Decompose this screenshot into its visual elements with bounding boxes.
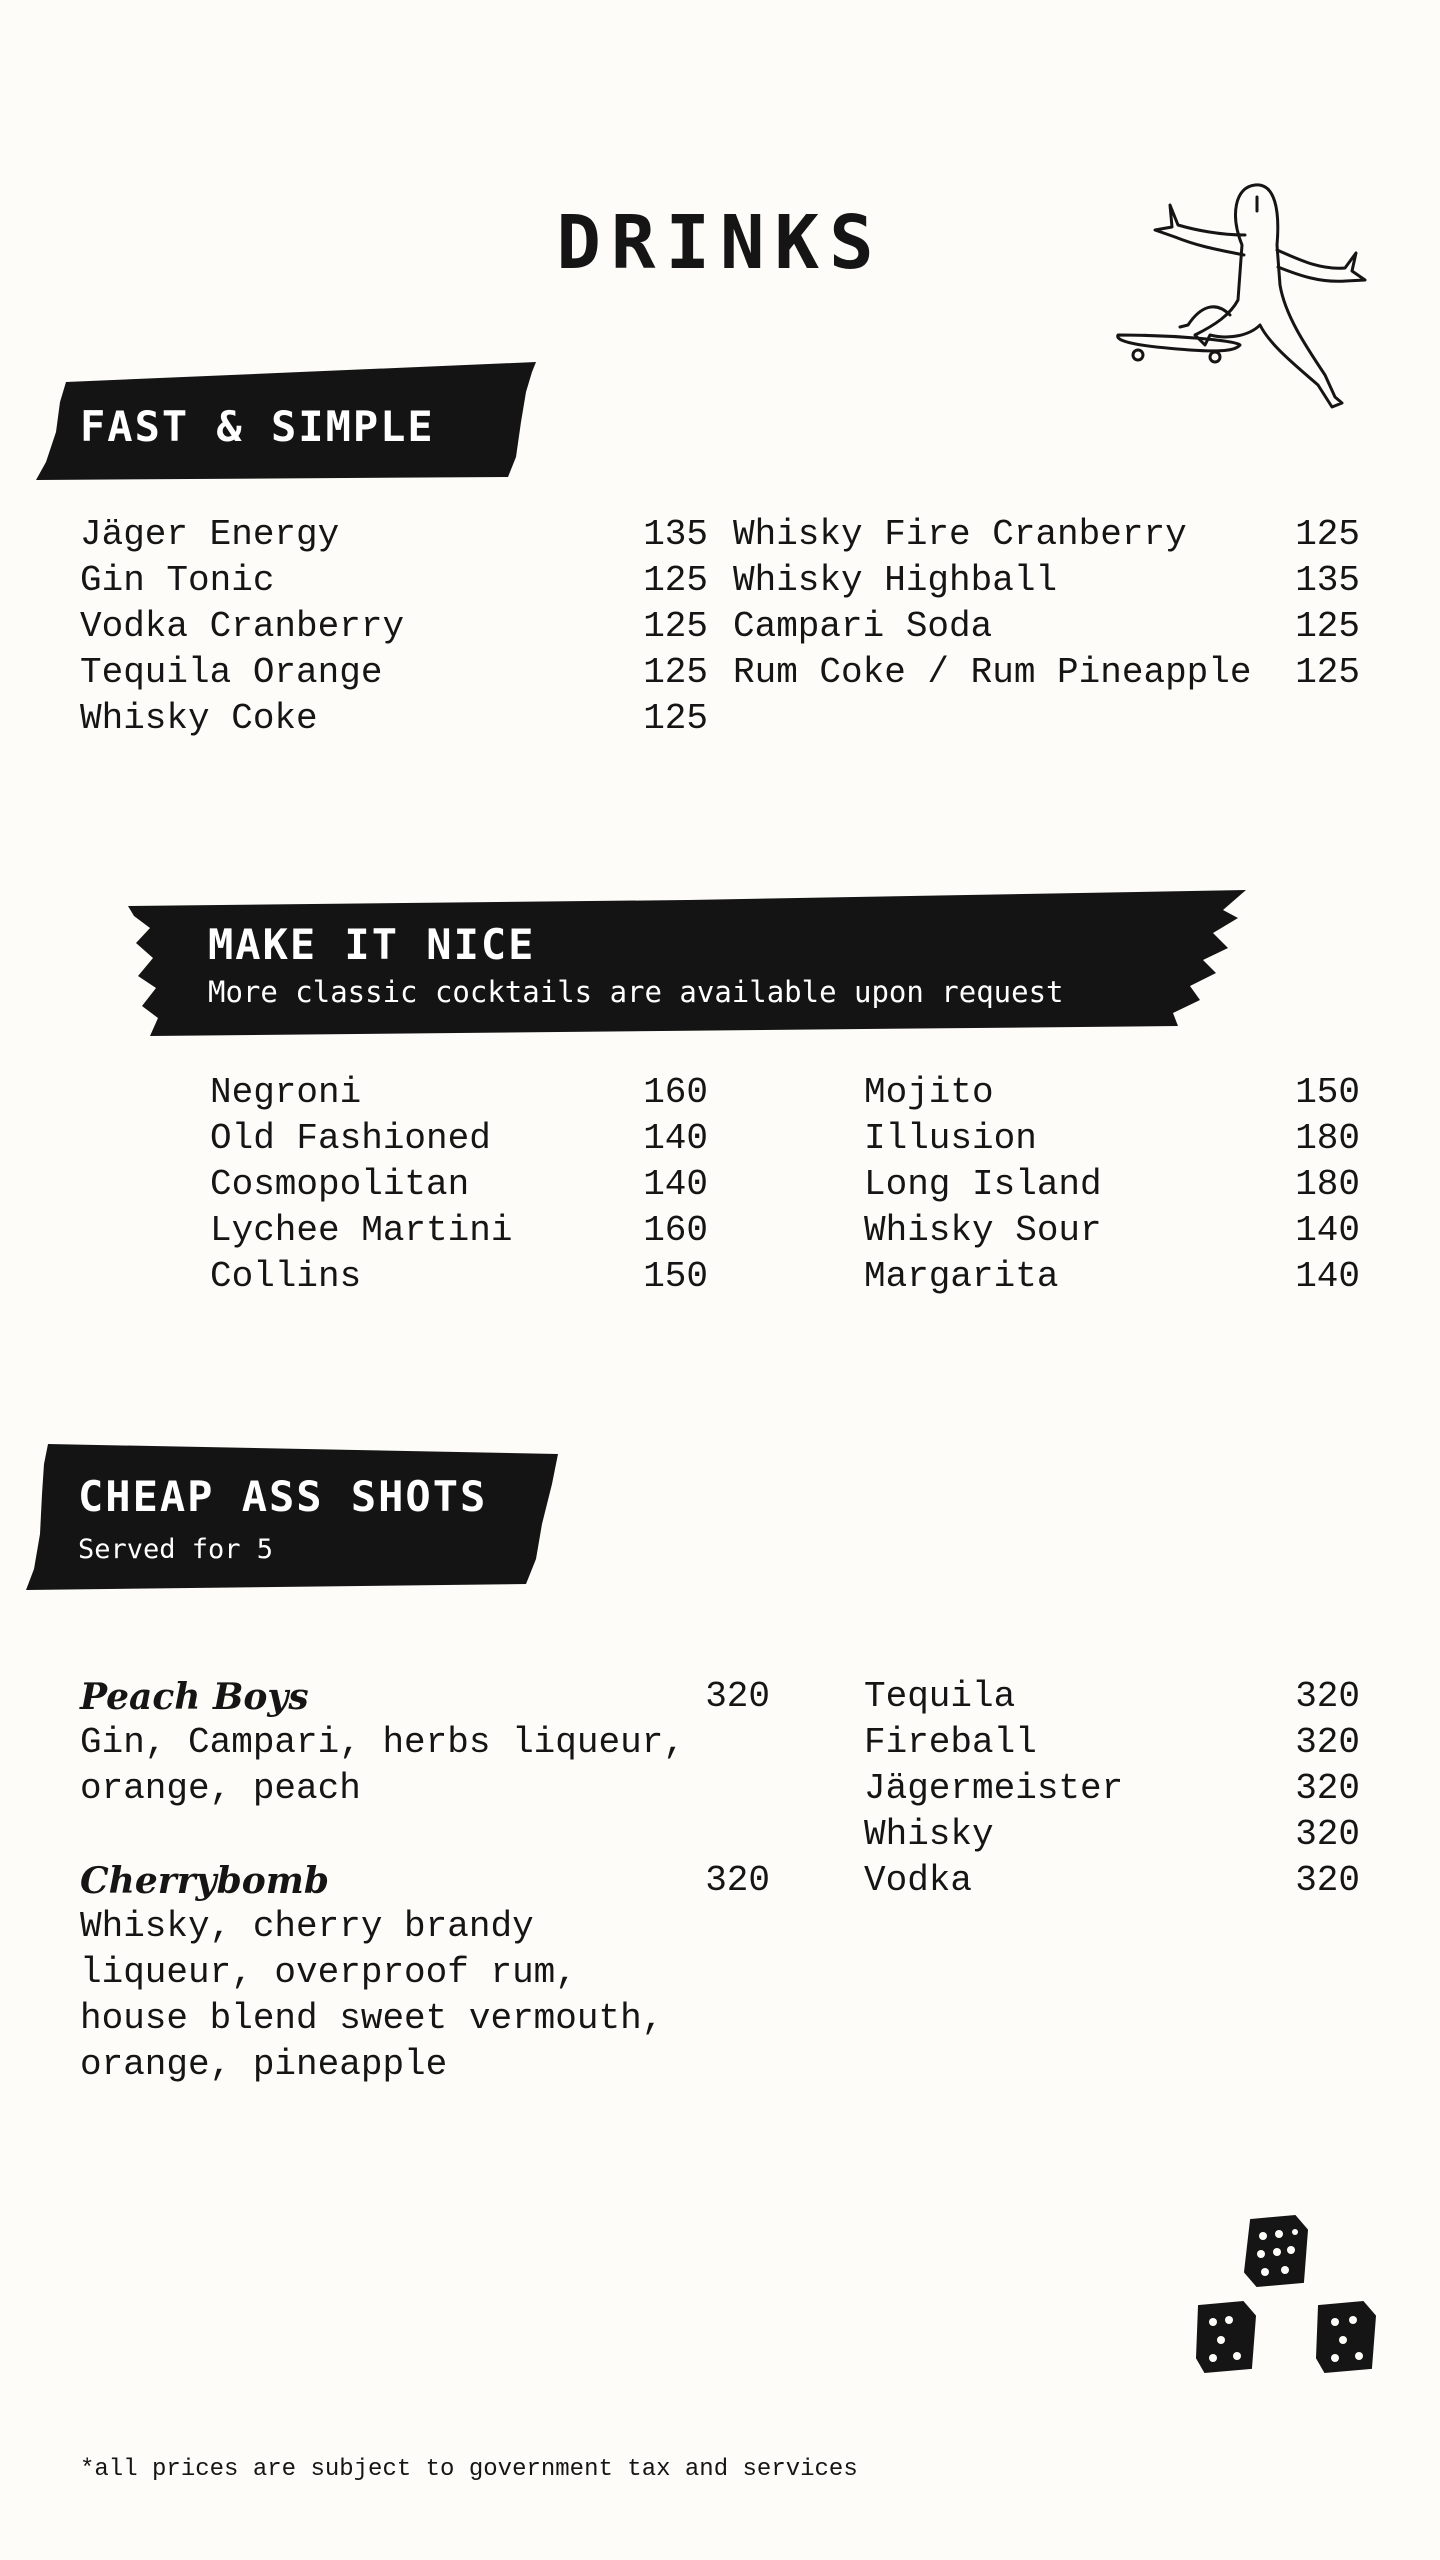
menu-item (210, 1116, 708, 1162)
item-price: 160 (643, 1210, 708, 1251)
item-price: 135 (1295, 560, 1360, 601)
special-shot-item (80, 1674, 770, 1812)
item-name: Whisky Highball (733, 560, 1058, 601)
item-name: Mojito (864, 1072, 994, 1113)
item-description: Gin, Campari, herbs liqueur, orange, peach (80, 1722, 685, 1809)
item-price: 140 (643, 1118, 708, 1159)
menu-item (864, 1116, 1360, 1162)
item-price: 180 (1295, 1164, 1360, 1205)
cheap-shots-right-column (864, 1674, 1360, 1904)
item-name: Whisky Coke (80, 698, 318, 739)
section-banner-make-it-nice (128, 888, 1248, 1036)
menu-item (80, 512, 708, 558)
section-banner-cheap-shots (26, 1444, 558, 1590)
menu-item (80, 696, 708, 742)
item-price: 140 (643, 1164, 708, 1205)
item-price: 125 (643, 698, 708, 739)
menu-item (210, 1254, 708, 1300)
menu-item (210, 1070, 708, 1116)
menu-item (864, 1208, 1360, 1254)
item-price: 125 (643, 560, 708, 601)
item-price: 135 (643, 514, 708, 555)
item-name: Peach Boys (80, 1676, 309, 1718)
item-price: 150 (1295, 1072, 1360, 1113)
menu-item (733, 650, 1360, 696)
item-name: Collins (210, 1256, 362, 1297)
item-price: 125 (1295, 606, 1360, 647)
item-name: Gin Tonic (80, 560, 275, 601)
item-description: Whisky, cherry brandy liqueur, overproof rum, house blend sweet vermouth, orange, pineapple (80, 1906, 664, 2085)
item-price: 125 (1295, 514, 1360, 555)
item-price: 320 (1295, 1768, 1360, 1809)
menu-item (864, 1162, 1360, 1208)
section-subtitle: Served for 5 (78, 1534, 274, 1565)
item-name: Cherrybomb (80, 1860, 330, 1902)
item-price: 320 (705, 1860, 770, 1901)
item-name: Tequila (864, 1676, 1016, 1717)
item-name: Margarita (864, 1256, 1059, 1297)
make-it-nice-left-column (210, 1070, 708, 1300)
menu-item (864, 1070, 1360, 1116)
item-name: Old Fashioned (210, 1118, 491, 1159)
section-title: CHEAP ASS SHOTS (78, 1472, 488, 1521)
menu-item (733, 558, 1360, 604)
item-price: 320 (1295, 1676, 1360, 1717)
item-name: Negroni (210, 1072, 362, 1113)
item-name: Campari Soda (733, 606, 993, 647)
make-it-nice-right-column (864, 1070, 1360, 1300)
item-name: Fireball (864, 1722, 1037, 1763)
item-name: Rum Coke / Rum Pineapple (733, 652, 1252, 693)
menu-item (80, 558, 708, 604)
item-price: 140 (1295, 1210, 1360, 1251)
item-price: 125 (643, 652, 708, 693)
item-name: Vodka Cranberry (80, 606, 405, 647)
menu-item (864, 1720, 1360, 1766)
item-name: Jägermeister (864, 1768, 1124, 1809)
section-title: FAST & SIMPLE (80, 402, 435, 451)
fast-simple-left-column (80, 512, 708, 742)
item-name: Long Island (864, 1164, 1102, 1205)
menu-item (210, 1162, 708, 1208)
section-subtitle: More classic cocktails are available upon request (208, 975, 1064, 1009)
item-name: Whisky Fire Cranberry (733, 514, 1187, 555)
menu-item (80, 650, 708, 696)
item-name: Lychee Martini (210, 1210, 513, 1251)
menu-item (864, 1766, 1360, 1812)
item-price: 150 (643, 1256, 708, 1297)
item-name: Cosmopolitan (210, 1164, 470, 1205)
item-name: Illusion (864, 1118, 1037, 1159)
item-price: 180 (1295, 1118, 1360, 1159)
fast-simple-right-column (733, 512, 1360, 696)
menu-item (80, 604, 708, 650)
menu-item (733, 512, 1360, 558)
item-price: 320 (1295, 1860, 1360, 1901)
item-price: 320 (1295, 1722, 1360, 1763)
item-name: Whisky Sour (864, 1210, 1102, 1251)
item-price: 125 (643, 606, 708, 647)
menu-item (210, 1208, 708, 1254)
item-name: Vodka (864, 1860, 973, 1901)
item-price: 125 (1295, 652, 1360, 693)
dice-icon (1195, 2210, 1395, 2390)
special-shot-item (80, 1858, 770, 2088)
section-title: MAKE IT NICE (208, 920, 536, 969)
menu-item (733, 604, 1360, 650)
item-price: 140 (1295, 1256, 1360, 1297)
item-price: 320 (1295, 1814, 1360, 1855)
menu-item (864, 1674, 1360, 1720)
item-name: Tequila Orange (80, 652, 383, 693)
section-banner-fast-simple (36, 362, 541, 480)
menu-item (864, 1254, 1360, 1300)
menu-item (864, 1858, 1360, 1904)
item-name: Whisky (864, 1814, 994, 1855)
item-price: 160 (643, 1072, 708, 1113)
page-title: DRINKS (556, 200, 884, 286)
skateboarder-illustration (1110, 175, 1370, 430)
item-name: Jäger Energy (80, 514, 340, 555)
menu-item (864, 1812, 1360, 1858)
item-price: 320 (705, 1676, 770, 1717)
footnote: *all prices are subject to government tax and services (80, 2456, 858, 2483)
